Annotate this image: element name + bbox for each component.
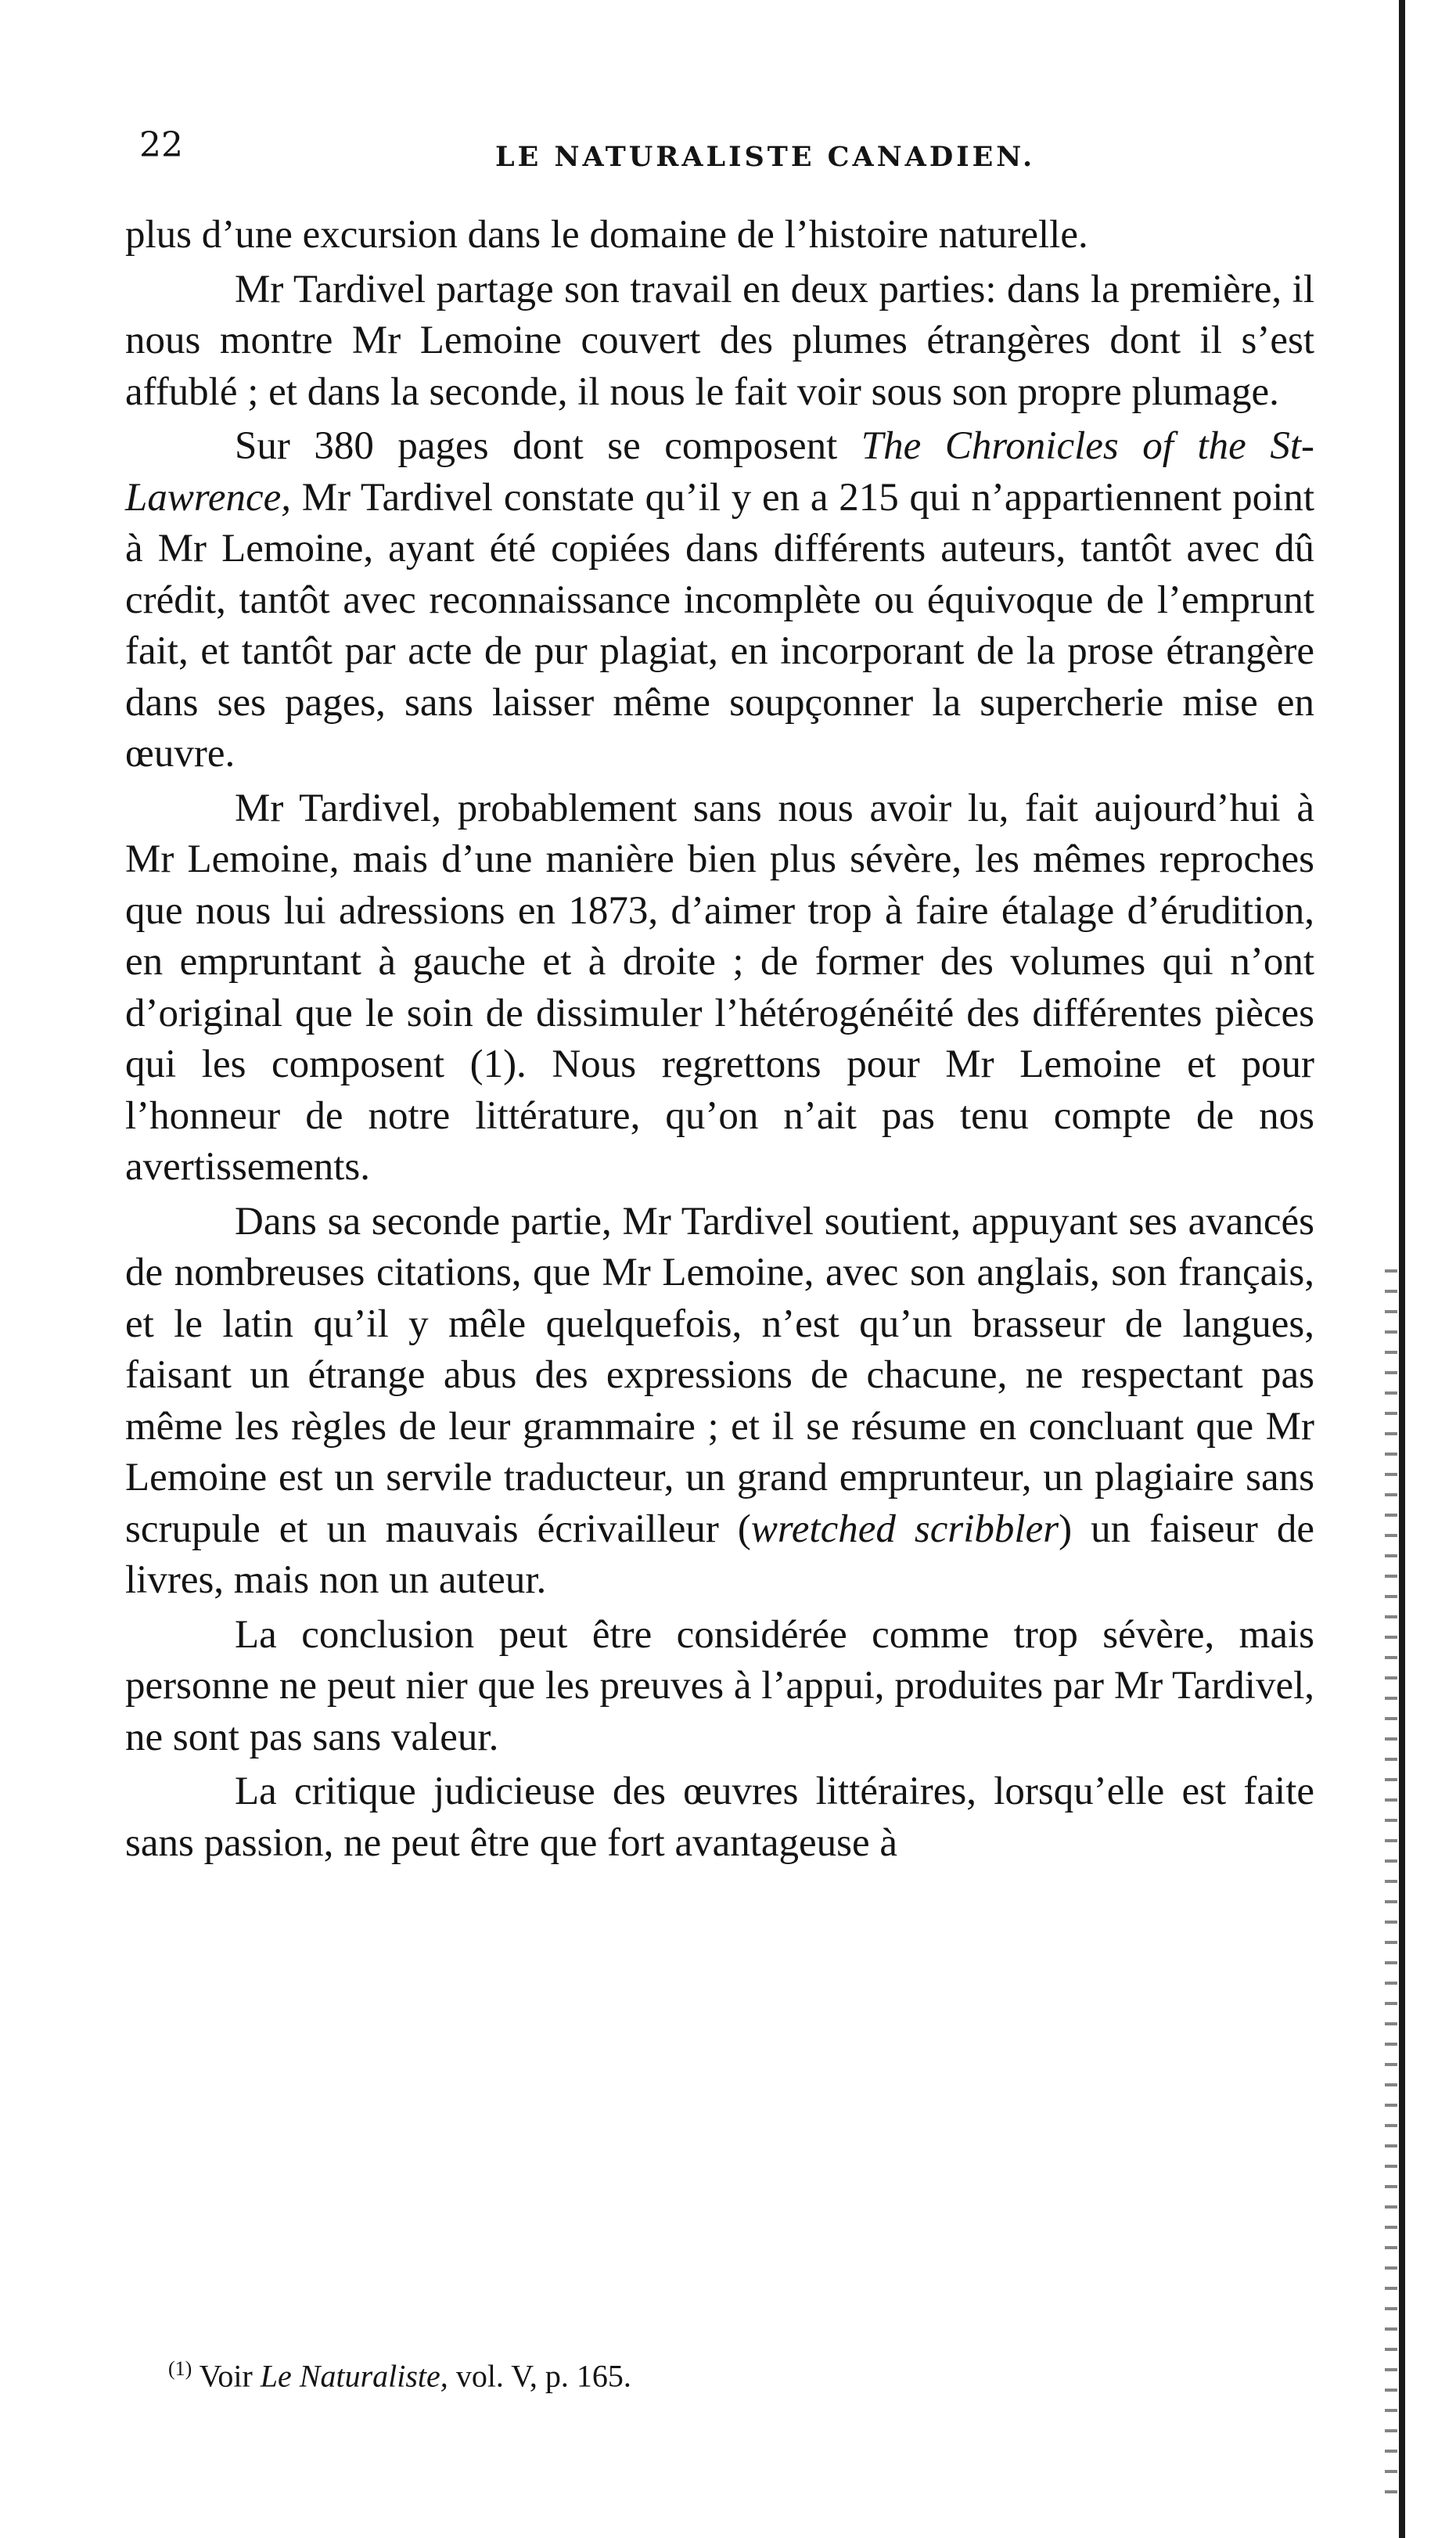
running-head bbox=[139, 125, 1313, 180]
page-number: 22 bbox=[139, 125, 183, 165]
paragraph-2: Mr Tardivel partage son travail en deux parties: dans la première, il nous montre Mr Lemoine couvert des plumes étrangères dont il s’est affublé ; et dans la seconde, il nous le fait voir sous son propre plumage. bbox=[125, 267, 1314, 414]
paragraph-1: plus d’une excursion dans le domaine de l’histoire naturelle. bbox=[125, 213, 1088, 257]
body-text bbox=[125, 210, 1314, 1869]
paragraph-7: La critique judicieuse des œuvres littéraires, lorsqu’elle est faite sans passion, ne peut être que fort avantageuse à bbox=[125, 1769, 1314, 1865]
footnote-marker: (1) bbox=[168, 2357, 192, 2380]
page-edge-rule bbox=[1399, 0, 1405, 2538]
footnote bbox=[168, 2357, 631, 2394]
journal-title: LE NATURALISTE CANADIEN. bbox=[495, 141, 1036, 173]
footnote-text-start: Voir bbox=[192, 2358, 261, 2394]
paragraph-5 bbox=[125, 1197, 1314, 1607]
paragraph-3-text-start: Sur 380 pages dont se composent bbox=[235, 424, 861, 468]
footnote-text-end: vol. V, p. 165. bbox=[448, 2358, 631, 2394]
english-phrase-italic: wretched scribbler bbox=[750, 1507, 1059, 1551]
paragraph-5-text-end: ) un faiseur de livres, mais non un auteur. bbox=[125, 1507, 1315, 1602]
paragraph-5-text-start: Dans sa seconde partie, Mr Tardivel soutient, appuyant ses avancés de nombreuses citations, que Mr Lemoine, avec son anglais, son français, et le latin qu’il y mêle quelquefois, n’est qu’un brasseur de langues, faisant un étrange abus des expressions de chacune, ne respectant pas même les règles de leur grammaire ; et il se résume en concluant que Mr Lemoine est un servile traducteur, un grand emprunteur, un plagiaire sans scrupule et un mauvais écrivailleur ( bbox=[125, 1199, 1314, 1551]
paragraph-4: Mr Tardivel, probablement sans nous avoir lu, fait aujourd’hui à Mr Lemoine, mais d’une manière bien plus sévère, les mêmes reproches que nous lui adressions en 1873, d’aimer trop à faire étalage d’érudition, en empruntant à gauche et à droite ; de former des volumes qui n’ont d’original que le soin de dissimuler l’hétérogénéité des différentes pièces qui les composent (1). Nous regrettons pour Mr Lemoine et pour l’honneur de notre littérature, qu’on n’ait pas tenu compte de nos avertissements. bbox=[125, 786, 1314, 1189]
paragraph-3 bbox=[125, 421, 1314, 780]
paragraph-6: La conclusion peut être considérée comme trop sévère, mais personne ne peut nier que les preuves à l’appui, produites par Mr Tardivel, ne sont pas sans valeur. bbox=[125, 1612, 1314, 1759]
paragraph-3-text-end: Mr Tardivel constate qu’il y en a 215 qui n’appartiennent point à Mr Lemoine, ayant été copiées dans différents auteurs, tantôt avec dû crédit, tantôt avec reconnaissance incomplète ou équivoque de l’emprunt fait, et tantôt par acte de pur plagiat, en incorporant de la prose étrangère dans ses pages, sans laisser même soupçonner la supercherie mise en œuvre. bbox=[125, 475, 1314, 776]
book-title-italic: The Chronicles of the St-Lawrence, bbox=[125, 424, 1314, 520]
page-edge-marks bbox=[1385, 1252, 1397, 2504]
footnote-journal-italic: Le Naturaliste, bbox=[260, 2358, 448, 2394]
